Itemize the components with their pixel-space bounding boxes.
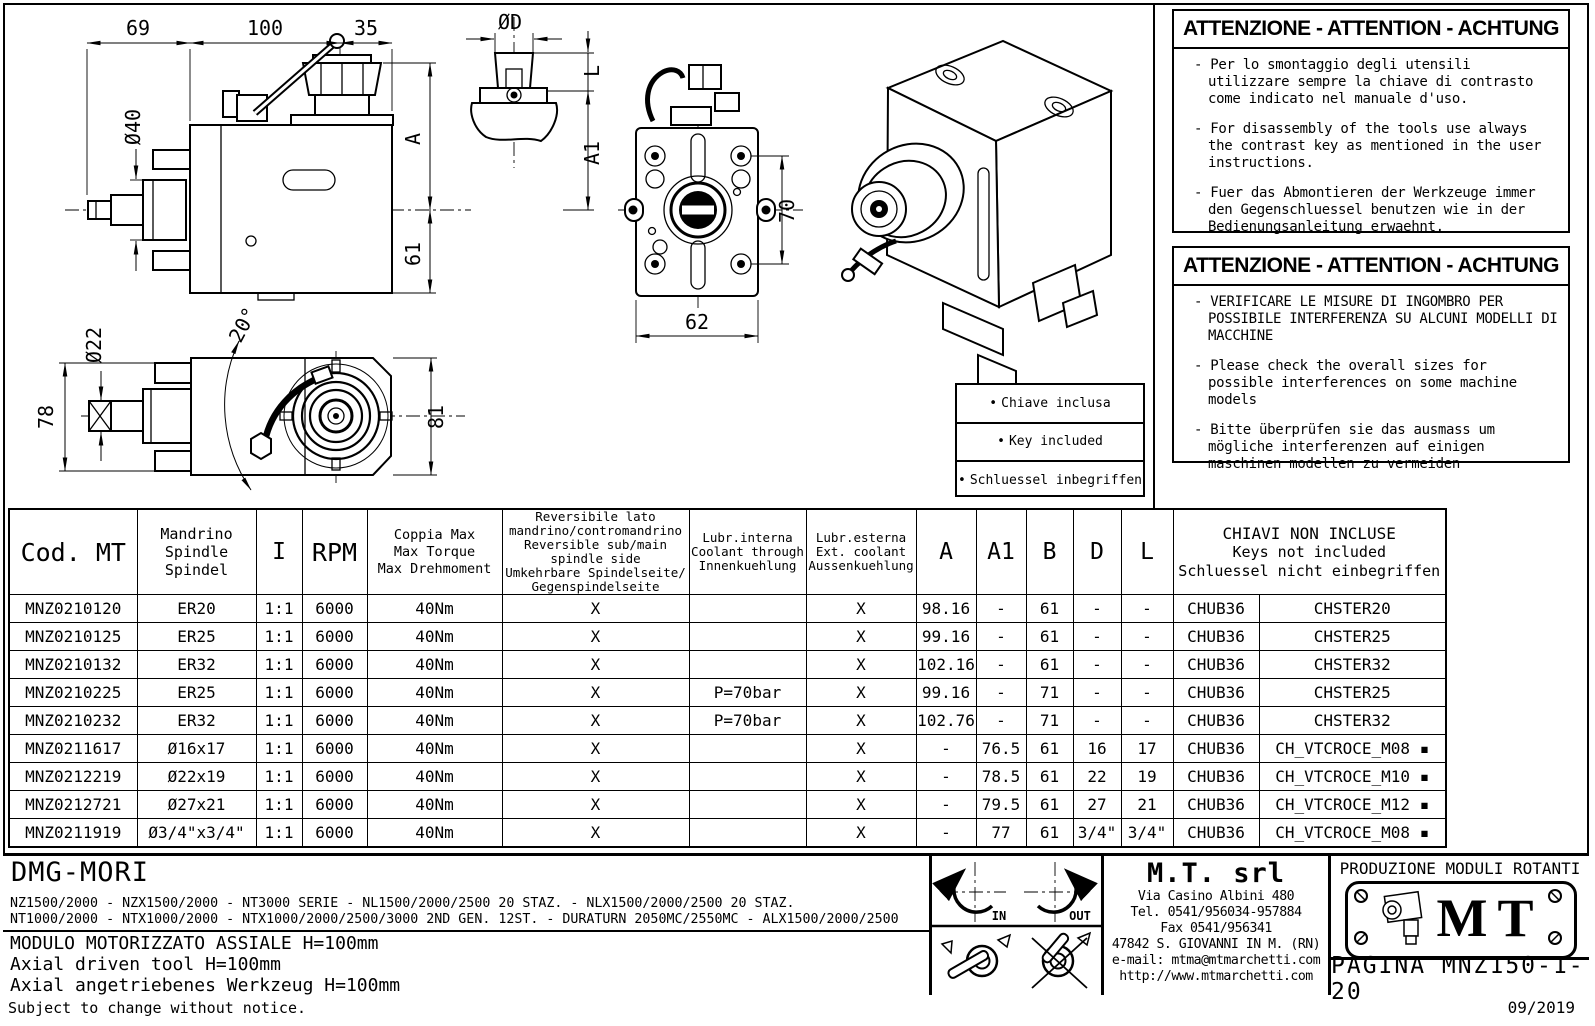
cell-coolant_ext: X — [806, 595, 916, 623]
company-city: 47842 S. GIOVANNI IN M. (RN) — [1111, 937, 1321, 952]
cell-key_hub: CHUB36 — [1173, 595, 1259, 623]
cell-l: 3/4" — [1121, 819, 1173, 848]
cell-a: 98.16 — [916, 595, 976, 623]
col-header-keys: CHIAVI NON INCLUSE Keys not included Schluessel nicht einbegriffen — [1173, 509, 1446, 595]
col-header-d: D — [1073, 509, 1121, 595]
cell-d: - — [1073, 623, 1121, 651]
cell-ratio: 1:1 — [256, 763, 302, 791]
dim-22: Ø22 — [82, 326, 106, 364]
table-row — [9, 735, 1446, 763]
table-row — [9, 651, 1446, 679]
cell-coolant_int: P=70bar — [689, 679, 806, 707]
cell-a1: 76.5 — [976, 735, 1026, 763]
col-header-a: A — [916, 509, 976, 595]
cell-torque: 40Nm — [367, 819, 502, 848]
cell-key_hub: CHUB36 — [1173, 623, 1259, 651]
cell-ratio: 1:1 — [256, 595, 302, 623]
dim-l: L — [580, 64, 604, 78]
cell-cod: MNZ0211617 — [9, 735, 137, 763]
cell-torque: 40Nm — [367, 763, 502, 791]
collet-detail-drawing — [466, 10, 604, 210]
warning-title: ATTENZIONE - ATTENTION - ACHTUNG — [1174, 248, 1568, 286]
cell-coolant_ext: X — [806, 791, 916, 819]
cell-reversible: X — [502, 707, 689, 735]
cell-a: - — [916, 763, 976, 791]
table-row — [9, 623, 1446, 651]
cell-spindle: Ø3/4"x3/4" — [137, 819, 256, 848]
company-address: Via Casino Albini 480 — [1137, 889, 1295, 904]
cell-b: 61 — [1026, 651, 1073, 679]
cell-b: 61 — [1026, 735, 1073, 763]
dim-70: 70 — [775, 198, 799, 224]
cell-a1: 78.5 — [976, 763, 1026, 791]
rotation-pictograms — [932, 856, 1101, 995]
cell-d: - — [1073, 651, 1121, 679]
company-phone: Tel. 0541/956034-957884 — [1130, 905, 1302, 920]
table-header-row — [9, 509, 1446, 595]
cell-reversible: X — [502, 763, 689, 791]
cell-cod: MNZ0210125 — [9, 623, 137, 651]
cell-coolant_int — [689, 763, 806, 791]
cell-l: 21 — [1121, 791, 1173, 819]
dim-69: 69 — [125, 16, 151, 40]
cell-spindle: ER32 — [137, 707, 256, 735]
cell-key_spindle: CHSTER32 — [1259, 651, 1446, 679]
cell-key_hub: CHUB36 — [1173, 707, 1259, 735]
mt-logo — [1345, 881, 1577, 959]
title-block — [3, 853, 1589, 1005]
out-label: OUT — [1069, 909, 1091, 923]
cell-a1: - — [976, 623, 1026, 651]
dim-d: ØD — [497, 10, 523, 34]
spec-table — [8, 508, 1447, 848]
warning-item-de: - Fuer das Abmontieren der Werkzeuge immer den Gegenschluessel benutzen wie in der Bedienungsanleitung erwaehnt. — [1184, 185, 1558, 236]
cell-coolant_ext: X — [806, 679, 916, 707]
mini-tool-icon — [1383, 892, 1422, 944]
cell-rpm: 6000 — [302, 735, 367, 763]
cell-b: 71 — [1026, 707, 1073, 735]
cell-coolant_int — [689, 651, 806, 679]
module-description-de: Axial angetriebenes Werkzeug H=100mm — [10, 975, 401, 996]
cell-key_spindle: CH_VTCROCE_M08 ▪ — [1259, 735, 1446, 763]
dim-62: 62 — [684, 310, 710, 334]
machine-models-line: NZ1500/2000 - NZX1500/2000 - NT3000 SERIE - NL1500/2000/2500 20 STAZ. - NLX1500/2000/2500 20 STAZ. — [10, 896, 795, 911]
cell-key_hub: CHUB36 — [1173, 651, 1259, 679]
cell-coolant_ext: X — [806, 819, 916, 848]
cell-reversible: X — [502, 595, 689, 623]
col-header-coolant-external: Lubr.esterna Ext. coolant Aussenkuehlung — [806, 509, 916, 595]
cell-l: - — [1121, 623, 1173, 651]
module-description-en: Axial driven tool H=100mm — [10, 954, 281, 975]
bottom-view-drawing — [34, 303, 465, 490]
cell-ratio: 1:1 — [256, 679, 302, 707]
cell-key_hub: CHUB36 — [1173, 679, 1259, 707]
table-row — [9, 595, 1446, 623]
warning-item-de: - Bitte überprüfen sie das ausmass um mögliche interferenzen auf einigen maschinen modellen zu vermeiden — [1184, 422, 1558, 473]
cell-a1: 77 — [976, 819, 1026, 848]
table-row — [9, 707, 1446, 735]
col-header-cod: Cod. MT — [9, 509, 137, 595]
mt-logo-text: MT — [1436, 888, 1544, 948]
cell-l: - — [1121, 707, 1173, 735]
divider — [3, 930, 932, 932]
cell-key_spindle: CH_VTCROCE_M08 ▪ — [1259, 819, 1446, 848]
table-row — [9, 791, 1446, 819]
cell-cod: MNZ0212219 — [9, 763, 137, 791]
cell-key_spindle: CHSTER25 — [1259, 679, 1446, 707]
spec-table-container — [8, 508, 1447, 848]
cell-ratio: 1:1 — [256, 651, 302, 679]
cell-coolant_ext: X — [806, 735, 916, 763]
dim-100: 100 — [246, 16, 284, 40]
col-header-torque: Coppia Max Max Torque Max Drehmoment — [367, 509, 502, 595]
cell-rpm: 6000 — [302, 763, 367, 791]
cell-cod: MNZ0210132 — [9, 651, 137, 679]
production-label: PRODUZIONE MODULI ROTANTI — [1339, 859, 1581, 878]
warning-box-disassembly — [1172, 9, 1570, 233]
key-included-de: • Schluessel inbegriffen — [957, 462, 1143, 499]
col-header-ratio: I — [256, 509, 302, 595]
col-header-reversible: Reversibile lato mandrino/contromandrino Reversible sub/main spindle side Umkehrbare Spindelseite/ Gegenspindelseite — [502, 509, 689, 595]
cell-spindle: ER20 — [137, 595, 256, 623]
column-divider — [1153, 3, 1155, 508]
cell-torque: 40Nm — [367, 791, 502, 819]
cell-coolant_ext: X — [806, 707, 916, 735]
cell-spindle: Ø27x21 — [137, 791, 256, 819]
cell-reversible: X — [502, 735, 689, 763]
cell-key_hub: CHUB36 — [1173, 819, 1259, 848]
warning-title: ATTENZIONE - ATTENTION - ACHTUNG — [1174, 11, 1568, 49]
production-block — [1331, 856, 1589, 1005]
warning-item-it: - Per lo smontaggio degli utensili utilizzare sempre la chiave di contrasto come indicato nel manuale d'uso. — [1184, 57, 1558, 108]
rotation-direction-box — [932, 856, 1104, 995]
cell-ratio: 1:1 — [256, 819, 302, 848]
cell-reversible: X — [502, 623, 689, 651]
cell-b: 61 — [1026, 595, 1073, 623]
cell-cod: MNZ0212721 — [9, 791, 137, 819]
cell-d: 3/4" — [1073, 819, 1121, 848]
col-header-rpm: RPM — [302, 509, 367, 595]
cell-cod: MNZ0211919 — [9, 819, 137, 848]
cell-b: 61 — [1026, 819, 1073, 848]
cell-torque: 40Nm — [367, 679, 502, 707]
cell-d: - — [1073, 707, 1121, 735]
cell-key_hub: CHUB36 — [1173, 791, 1259, 819]
cell-coolant_int — [689, 819, 806, 848]
warning-box-interference — [1172, 246, 1570, 472]
wrench-ok-icon — [942, 935, 1010, 979]
cell-a1: - — [976, 707, 1026, 735]
cell-a: 102.16 — [916, 651, 976, 679]
cell-spindle: ER25 — [137, 679, 256, 707]
cell-reversible: X — [502, 679, 689, 707]
cell-a1: 79.5 — [976, 791, 1026, 819]
cell-rpm: 6000 — [302, 707, 367, 735]
cell-a: 102.76 — [916, 707, 976, 735]
dim-a1: A1 — [580, 140, 604, 166]
wrench-crossed-icon — [1032, 932, 1090, 988]
key-included-en: • Key included — [957, 424, 1143, 463]
company-email: e-mail: mtma@mtmarchetti.com — [1111, 953, 1321, 968]
cell-d: - — [1073, 679, 1121, 707]
warning-item-en: - For disassembly of the tools use always the contrast key as mentioned in the user instructions. — [1184, 121, 1558, 172]
cell-a: 99.16 — [916, 623, 976, 651]
company-info — [1104, 856, 1331, 995]
cell-b: 71 — [1026, 679, 1073, 707]
cell-reversible: X — [502, 651, 689, 679]
cell-reversible: X — [502, 791, 689, 819]
cell-rpm: 6000 — [302, 623, 367, 651]
cell-key_spindle: CH_VTCROCE_M10 ▪ — [1259, 763, 1446, 791]
cell-l: - — [1121, 679, 1173, 707]
cell-rpm: 6000 — [302, 791, 367, 819]
cell-d: 22 — [1073, 763, 1121, 791]
cell-l: - — [1121, 595, 1173, 623]
cell-key_spindle: CHSTER25 — [1259, 623, 1446, 651]
key-included-box — [955, 383, 1145, 497]
cell-cod: MNZ0210120 — [9, 595, 137, 623]
page-reference: PAGINA MNZ150-1-20 — [1331, 957, 1589, 998]
cell-coolant_int — [689, 735, 806, 763]
cell-key_spindle: CHSTER20 — [1259, 595, 1446, 623]
cell-spindle: Ø16x17 — [137, 735, 256, 763]
mt-logo-graphic — [1348, 884, 1568, 950]
in-label: IN — [991, 909, 1007, 923]
dim-a: A — [401, 132, 425, 146]
cell-cod: MNZ0210232 — [9, 707, 137, 735]
cell-d: 16 — [1073, 735, 1121, 763]
machine-models — [10, 896, 899, 928]
footer-note: Subject to change without notice. — [8, 999, 307, 1017]
cell-key_spindle: CH_VTCROCE_M12 ▪ — [1259, 791, 1446, 819]
side-view-drawing — [65, 16, 471, 300]
cell-torque: 40Nm — [367, 623, 502, 651]
cell-a1: - — [976, 651, 1026, 679]
cell-a: - — [916, 791, 976, 819]
cell-key_spindle: CHSTER32 — [1259, 707, 1446, 735]
cell-rpm: 6000 — [302, 679, 367, 707]
cell-l: 19 — [1121, 763, 1173, 791]
key-included-it: • Chiave inclusa — [957, 385, 1143, 424]
machine-compatibility-block — [3, 856, 932, 995]
cell-coolant_ext: X — [806, 651, 916, 679]
company-website: http://www.mtmarchetti.com — [1119, 969, 1313, 984]
cell-spindle: ER32 — [137, 651, 256, 679]
cell-rpm: 6000 — [302, 595, 367, 623]
table-row — [9, 763, 1446, 791]
col-header-b: B — [1026, 509, 1073, 595]
cell-torque: 40Nm — [367, 595, 502, 623]
cell-torque: 40Nm — [367, 651, 502, 679]
cell-b: 61 — [1026, 763, 1073, 791]
cell-coolant_ext: X — [806, 623, 916, 651]
dim-81: 81 — [424, 404, 448, 430]
cell-ratio: 1:1 — [256, 735, 302, 763]
dim-40: Ø40 — [121, 108, 145, 146]
cell-ratio: 1:1 — [256, 623, 302, 651]
cell-spindle: ER25 — [137, 623, 256, 651]
module-description — [10, 933, 400, 996]
cell-a: - — [916, 735, 976, 763]
cell-b: 61 — [1026, 623, 1073, 651]
cell-d: 27 — [1073, 791, 1121, 819]
cell-ratio: 1:1 — [256, 791, 302, 819]
cell-coolant_int — [689, 595, 806, 623]
cell-key_hub: CHUB36 — [1173, 763, 1259, 791]
cell-a1: - — [976, 679, 1026, 707]
table-row — [9, 679, 1446, 707]
cell-reversible: X — [502, 819, 689, 848]
dim-35: 35 — [353, 16, 379, 40]
cell-key_hub: CHUB36 — [1173, 735, 1259, 763]
brand-name: DMG-MORI — [11, 857, 150, 888]
front-view-drawing — [618, 65, 803, 343]
col-header-a1: A1 — [976, 509, 1026, 595]
col-header-spindle: Mandrino Spindle Spindel — [137, 509, 256, 595]
cell-coolant_int: P=70bar — [689, 707, 806, 735]
cell-a: 99.16 — [916, 679, 976, 707]
cell-rpm: 6000 — [302, 651, 367, 679]
module-description-it: MODULO MOTORIZZATO ASSIALE H=100mm — [10, 933, 379, 954]
cell-b: 61 — [1026, 791, 1073, 819]
cell-a: - — [916, 819, 976, 848]
cell-spindle: Ø22x19 — [137, 763, 256, 791]
dim-78: 78 — [34, 404, 58, 430]
cell-cod: MNZ0210225 — [9, 679, 137, 707]
cell-coolant_int — [689, 791, 806, 819]
dim-61: 61 — [401, 241, 425, 267]
warning-item-it: - VERIFICARE LE MISURE DI INGOMBRO PER POSSIBILE INTERFERENZA SU ALCUNI MODELLI DI MACCHINE — [1184, 294, 1558, 345]
cell-torque: 40Nm — [367, 735, 502, 763]
cell-l: - — [1121, 651, 1173, 679]
col-header-coolant-internal: Lubr.interna Coolant through Innenkuehlung — [689, 509, 806, 595]
table-row — [9, 819, 1446, 848]
cell-torque: 40Nm — [367, 707, 502, 735]
company-fax: Fax 0541/956341 — [1160, 921, 1272, 936]
machine-models-line: NT1000/2000 - NTX1000/2000 - NTX1000/2000/2500/3000 2ND GEN. 12ST. - DURATURN 2050MC/2550MC - ALX1500/2000/2500 — [10, 912, 899, 927]
company-name: M.T. srl — [1146, 858, 1286, 889]
cell-ratio: 1:1 — [256, 707, 302, 735]
cell-coolant_ext: X — [806, 763, 916, 791]
cell-l: 17 — [1121, 735, 1173, 763]
footer-date: 09/2019 — [1507, 998, 1575, 1017]
cell-a1: - — [976, 595, 1026, 623]
warning-item-en: - Please check the overall sizes for possible interferences on some machine models — [1184, 358, 1558, 409]
cell-rpm: 6000 — [302, 819, 367, 848]
cell-coolant_int — [689, 623, 806, 651]
dim-20deg: 20° — [223, 303, 262, 347]
cell-d: - — [1073, 595, 1121, 623]
col-header-l: L — [1121, 509, 1173, 595]
